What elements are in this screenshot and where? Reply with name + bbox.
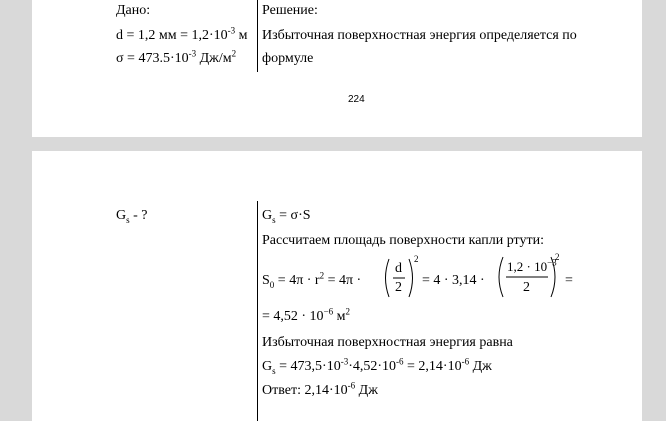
area-equation: $S_0 = 4\pi \cdot r^2 = 4\pi$ · d 2 2 = 4 · 3,14 · $1,2 \cdot 10^{-3}$ 2 2 = xyxy=(262,253,582,301)
calc-text: Рассчитаем площадь поверхности капли ртути: xyxy=(262,233,544,248)
fraction-diameter: $1,2 \cdot 10^{-3}$ 2 2 xyxy=(495,253,565,301)
solution-label: Решение: xyxy=(262,3,318,18)
formula-line: $G_s = \sigma\cdot S$ xyxy=(262,208,311,225)
page-number: 224 xyxy=(348,94,365,105)
given-label: Дано: xyxy=(116,3,151,18)
solution-text-line1: Избыточная поверхностная энергия определяется по xyxy=(262,28,577,43)
document-page-1 xyxy=(32,0,642,137)
answer-line: Ответ: $2,14\cdot 10^{-6}$ Дж xyxy=(262,380,378,398)
solution-text-line2: формуле xyxy=(262,51,314,66)
find-quantity: $G_s$ - ? xyxy=(116,208,148,225)
column-divider xyxy=(257,201,258,421)
document-page-2 xyxy=(32,151,642,421)
area-result: = $4,52 \cdot 10^{-6}$ $м^2$ xyxy=(262,306,350,324)
energy-text: Избыточная поверхностная энергия равна xyxy=(262,335,513,350)
column-divider xyxy=(257,0,258,72)
fraction-d-over-2: d 2 2 xyxy=(382,255,422,301)
given-diameter: d = 1,2 мм = $1,2\cdot 10^{-3}$ м xyxy=(116,25,248,43)
given-sigma: $\sigma = 473.5\cdot 10^{-3}$ $Дж/м^2$ xyxy=(116,48,237,66)
energy-calculation: $G_s = 473,5\cdot 10^{-3}\cdot 4,52\cdot 10^{-6} = 2,14\cdot 10^{-6}$ Дж xyxy=(262,356,492,376)
